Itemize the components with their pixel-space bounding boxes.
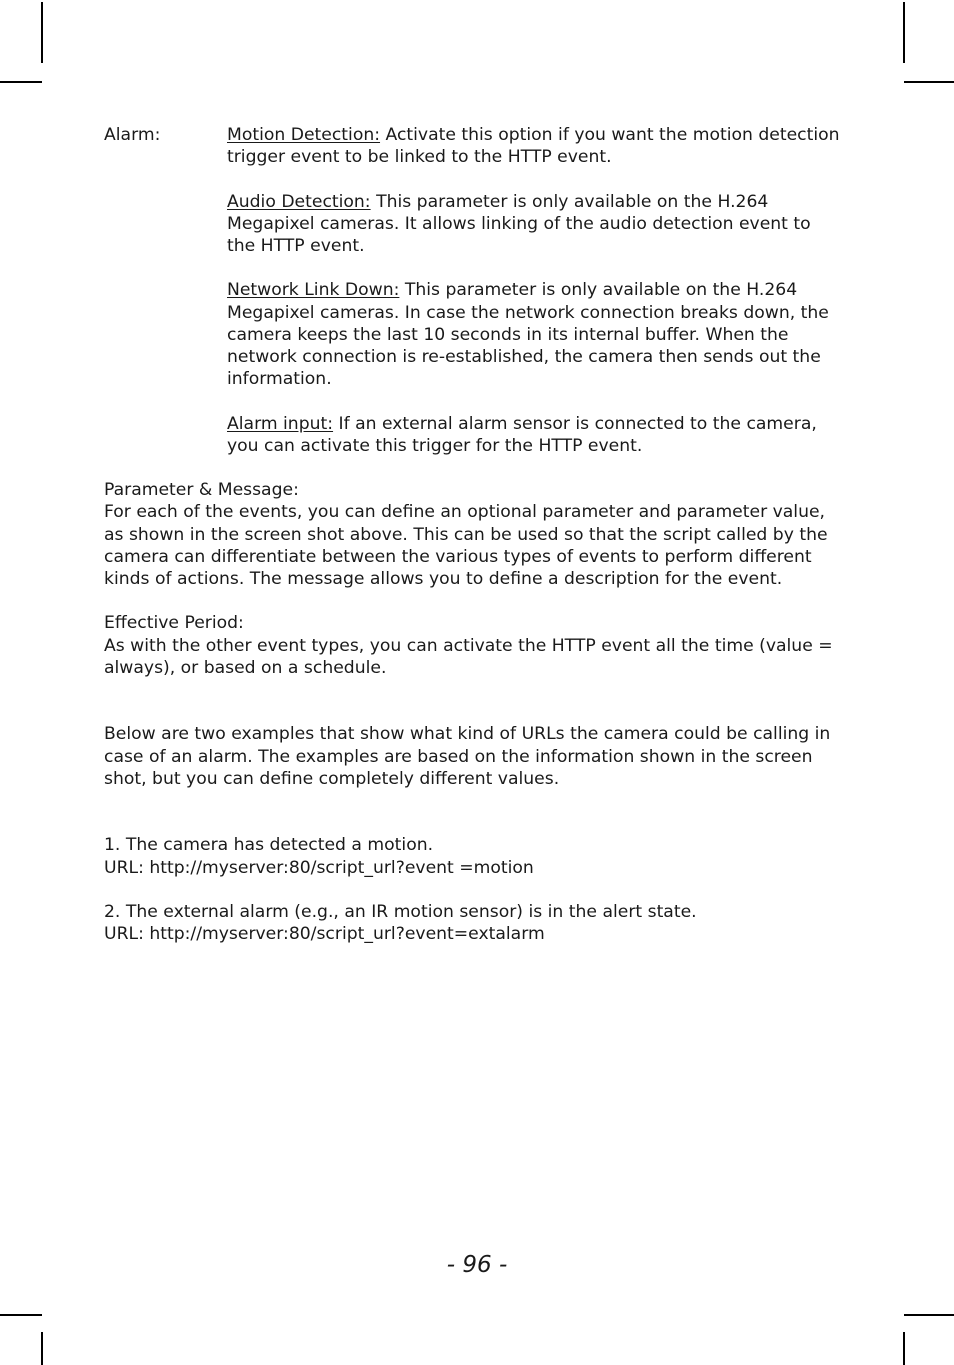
- crop-mark-bottom-left-vertical: [41, 1332, 43, 1365]
- alarm-item-name: Motion Detection:: [227, 125, 381, 145]
- alarm-item-name: Alarm input:: [227, 413, 334, 434]
- example-url: URL: http://myserver:80/script_url?event =motion: [104, 857, 534, 878]
- parameter-message-label: Parameter & Message:: [104, 480, 299, 501]
- alarm-item-text: Activate this option if you want the motion detection trigger event to be linked to the HTTP event.: [227, 125, 840, 168]
- example-title: 2. The external alarm (e.g., an IR motion sensor) is in the alert state.: [104, 901, 697, 922]
- crop-mark-bottom-right-horizontal: [904, 1314, 954, 1316]
- crop-mark-top-left-horizontal: [0, 81, 42, 83]
- parameter-message-section: [104, 479, 844, 590]
- crop-mark-bottom-right-vertical: [903, 1332, 905, 1365]
- alarm-item-text: This parameter is only available on the H.264 Megapixel cameras. In case the network connection breaks down, the camera keeps the last 10 seconds in its internal buffer. When the network connection is re-established, the camera then sends out the information.: [227, 280, 829, 390]
- alarm-items: [227, 124, 844, 457]
- alarm-item-name: Network Link Down:: [227, 280, 400, 301]
- effective-period-label: Effective Period:: [104, 613, 244, 634]
- alarm-item-alarm-input: [227, 413, 844, 457]
- examples-intro: Below are two examples that show what kind of URLs the camera could be calling in case of an alarm. The examples are based on the information shown in the screen shot, but you can define completely different values.: [104, 724, 831, 789]
- crop-mark-top-left-vertical: [41, 2, 43, 63]
- crop-mark-bottom-left-horizontal: [0, 1314, 42, 1316]
- alarm-item-name: Audio Detection:: [227, 191, 371, 212]
- page-number: - 96 -: [446, 1252, 508, 1278]
- document-body: [104, 124, 844, 945]
- alarm-item-text: This parameter is only available on the H.264 Megapixel cameras. It allows linking of the audio detection event to the HTTP event.: [227, 191, 811, 256]
- alarm-item-audio-detection: [227, 191, 844, 258]
- example-1: [104, 834, 844, 878]
- parameter-message-text: For each of the events, you can define an optional parameter and parameter value, as shown in the screen shot above. This can be used so that the script called by the camera can differentiate between the various types of events to perform different kinds of actions. The message allows you to define a description for the event.: [104, 502, 828, 589]
- example-url: URL: http://myserver:80/script_url?event=extalarm: [104, 924, 545, 945]
- example-2: [104, 901, 844, 945]
- example-title: 1. The camera has detected a motion.: [104, 835, 434, 856]
- alarm-item-motion-detection: [227, 124, 844, 168]
- alarm-section: [104, 124, 844, 457]
- crop-mark-top-right-vertical: [903, 2, 905, 63]
- alarm-item-text: If an external alarm sensor is connected to the camera, you can activate this trigger for the HTTP event.: [227, 413, 817, 456]
- crop-mark-top-right-horizontal: [904, 81, 954, 83]
- alarm-label: Alarm:: [104, 125, 161, 145]
- alarm-item-network-link-down: [227, 279, 844, 390]
- effective-period-section: [104, 612, 844, 679]
- effective-period-text: As with the other event types, you can activate the HTTP event all the time (value = always), or based on a schedule.: [104, 635, 833, 678]
